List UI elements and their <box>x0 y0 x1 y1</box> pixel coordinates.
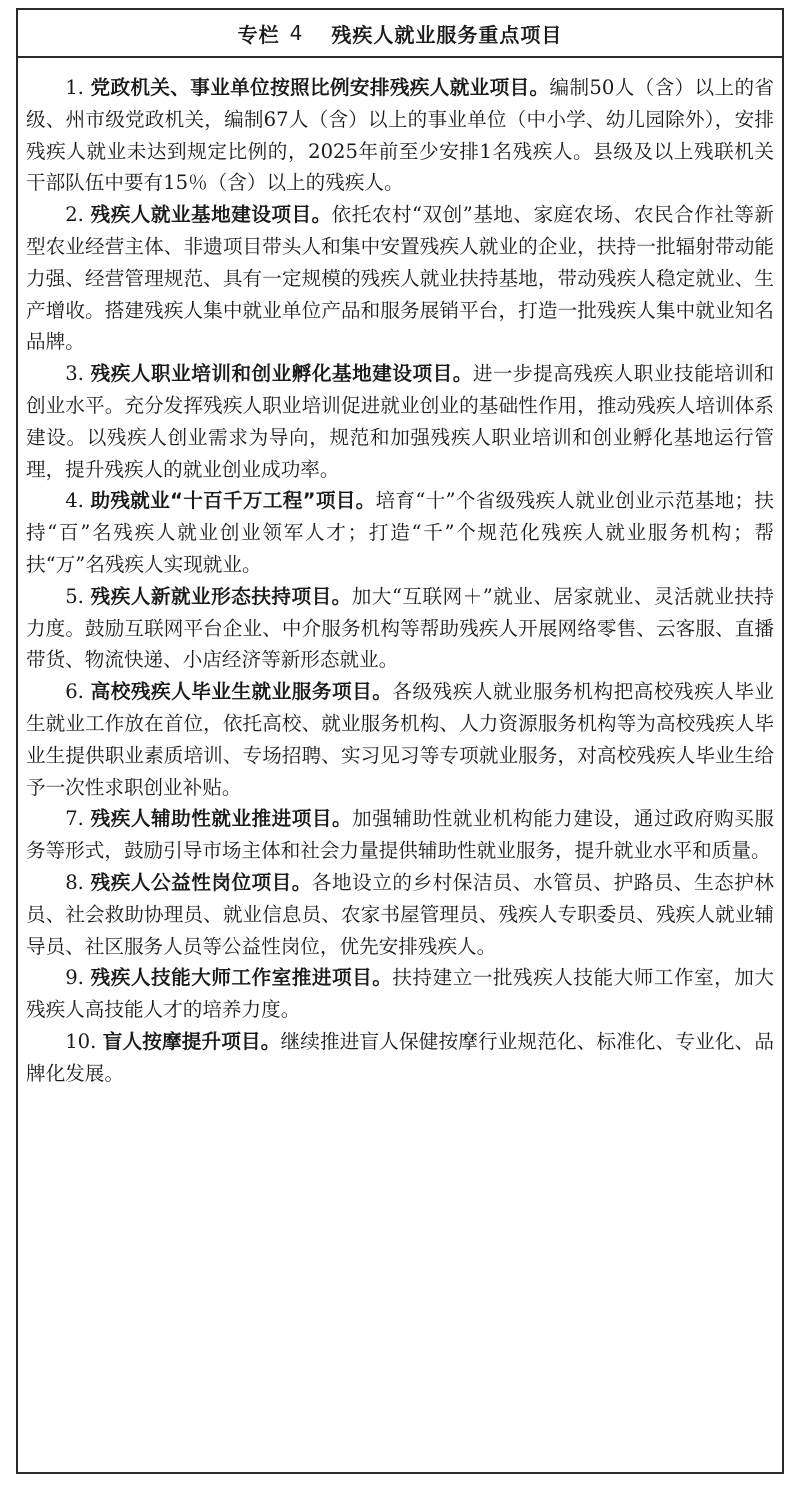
item-number: 3. <box>65 362 84 386</box>
project-item-1 <box>26 72 774 199</box>
column-title-bar <box>18 10 782 58</box>
project-item-2 <box>26 199 774 358</box>
column-label: 专栏 <box>237 22 280 47</box>
item-body: 培育“十”个省级残疾人就业创业示范基地；扶持“百”名残疾人就业创业领军人才；打造“千”个规范化残疾人就业服务机构；帮扶“万”名残疾人实现就业。 <box>26 489 774 576</box>
project-item-5 <box>26 581 774 676</box>
item-heading: 残疾人辅助性就业推进项目。 <box>90 807 353 831</box>
item-number: 2. <box>65 203 84 227</box>
item-number: 1. <box>65 76 84 99</box>
item-body: 扶持建立一批残疾人技能大师工作室，加大残疾人高技能人才的培养力度。 <box>26 966 775 1022</box>
item-heading: 残疾人技能大师工作室推进项目。 <box>90 966 393 990</box>
project-item-10 <box>26 1026 774 1090</box>
project-item-4 <box>26 485 774 580</box>
project-item-7 <box>26 803 774 867</box>
item-heading: 盲人按摩提升项目。 <box>102 1029 281 1053</box>
item-number: 9. <box>65 966 84 990</box>
project-item-9 <box>26 962 774 1026</box>
project-item-8 <box>26 867 774 962</box>
item-body: 进一步提高残疾人职业技能培训和创业水平。充分发挥残疾人职业培训促进就业创业的基础性作用，推动残疾人培训体系建设。以残疾人创业需求为导向，规范和加强残疾人职业培训和创业孵化基地运行管理，提升残疾人的就业创业成功率。 <box>26 362 775 481</box>
item-number: 6. <box>65 680 84 704</box>
item-body: 加强辅助性就业机构能力建设，通过政府购买服务等形式，鼓励引导市场主体和社会力量提供辅助性就业服务，提升就业水平和质量。 <box>26 807 774 863</box>
item-body: 加大“互联网＋”就业、居家就业、灵活就业扶持力度。鼓励互联网平台企业、中介服务机构等帮助残疾人开展网络零售、云客服、直播带货、物流快递、小店经济等新形态就业。 <box>26 584 774 672</box>
item-number: 8. <box>65 870 84 894</box>
item-number: 7. <box>65 807 84 831</box>
item-heading: 残疾人就业基地建设项目。 <box>90 203 332 227</box>
item-body: 依托农村“双创”基地、家庭农场、农民合作社等新型农业经营主体、非遗项目带头人和集中安置残疾人就业的企业，扶持一批辐射带动能力强、经营管理规范、具有一定规模的残疾人就业扶持基地，带动残疾人稳定就业、生产增收。搭建残疾人集中就业单位产品和服务展销平台，打造一批残疾人集中就业知名品牌。 <box>26 203 775 354</box>
item-heading: 残疾人公益性岗位项目。 <box>90 870 312 894</box>
item-body: 各地设立的乡村保洁员、水管员、护路员、生态护林员、社会救助协理员、就业信息员、农家书屋管理员、残疾人专职委员、残疾人就业辅导员、社区服务人员等公益性岗位，优先安排残疾人。 <box>26 870 775 958</box>
item-heading: 党政机关、事业单位按照比例安排残疾人就业项目。 <box>90 76 550 99</box>
item-heading: 助残就业“十百千万工程”项目。 <box>90 489 376 513</box>
item-body: 各级残疾人就业服务机构把高校残疾人毕业生就业工作放在首位，依托高校、就业服务机构、人力资源服务机构等为高校残疾人毕业生提供职业素质培训、专场招聘、实习见习等专项就业服务，对高校残疾人毕业生给予一次性求职创业补贴。 <box>26 680 775 799</box>
project-list <box>18 58 782 1090</box>
project-item-6 <box>26 676 774 803</box>
column-number: 4 <box>289 21 304 45</box>
column-title: 残疾人就业服务重点项目 <box>331 22 563 47</box>
item-heading: 残疾人新就业形态扶持项目。 <box>90 584 352 608</box>
column-box <box>16 8 784 1474</box>
item-number: 10. <box>65 1029 97 1053</box>
item-body: 继续推进盲人保健按摩行业规范化、标准化、专业化、品牌化发展。 <box>26 1029 775 1085</box>
item-heading: 高校残疾人毕业生就业服务项目。 <box>90 680 393 704</box>
project-item-3 <box>26 358 774 485</box>
item-number: 4. <box>65 489 84 513</box>
item-body: 编制50人（含）以上的省级、州市级党政机关，编制67人（含）以上的事业单位（中小学、幼儿园除外），安排残疾人就业未达到规定比例的，2025年前至少安排1名残疾人。县级及以上残联机关干部队伍中要有15％（含）以上的残疾人。 <box>26 76 775 195</box>
item-heading: 残疾人职业培训和创业孵化基地建设项目。 <box>90 362 473 386</box>
item-number: 5. <box>65 584 84 608</box>
